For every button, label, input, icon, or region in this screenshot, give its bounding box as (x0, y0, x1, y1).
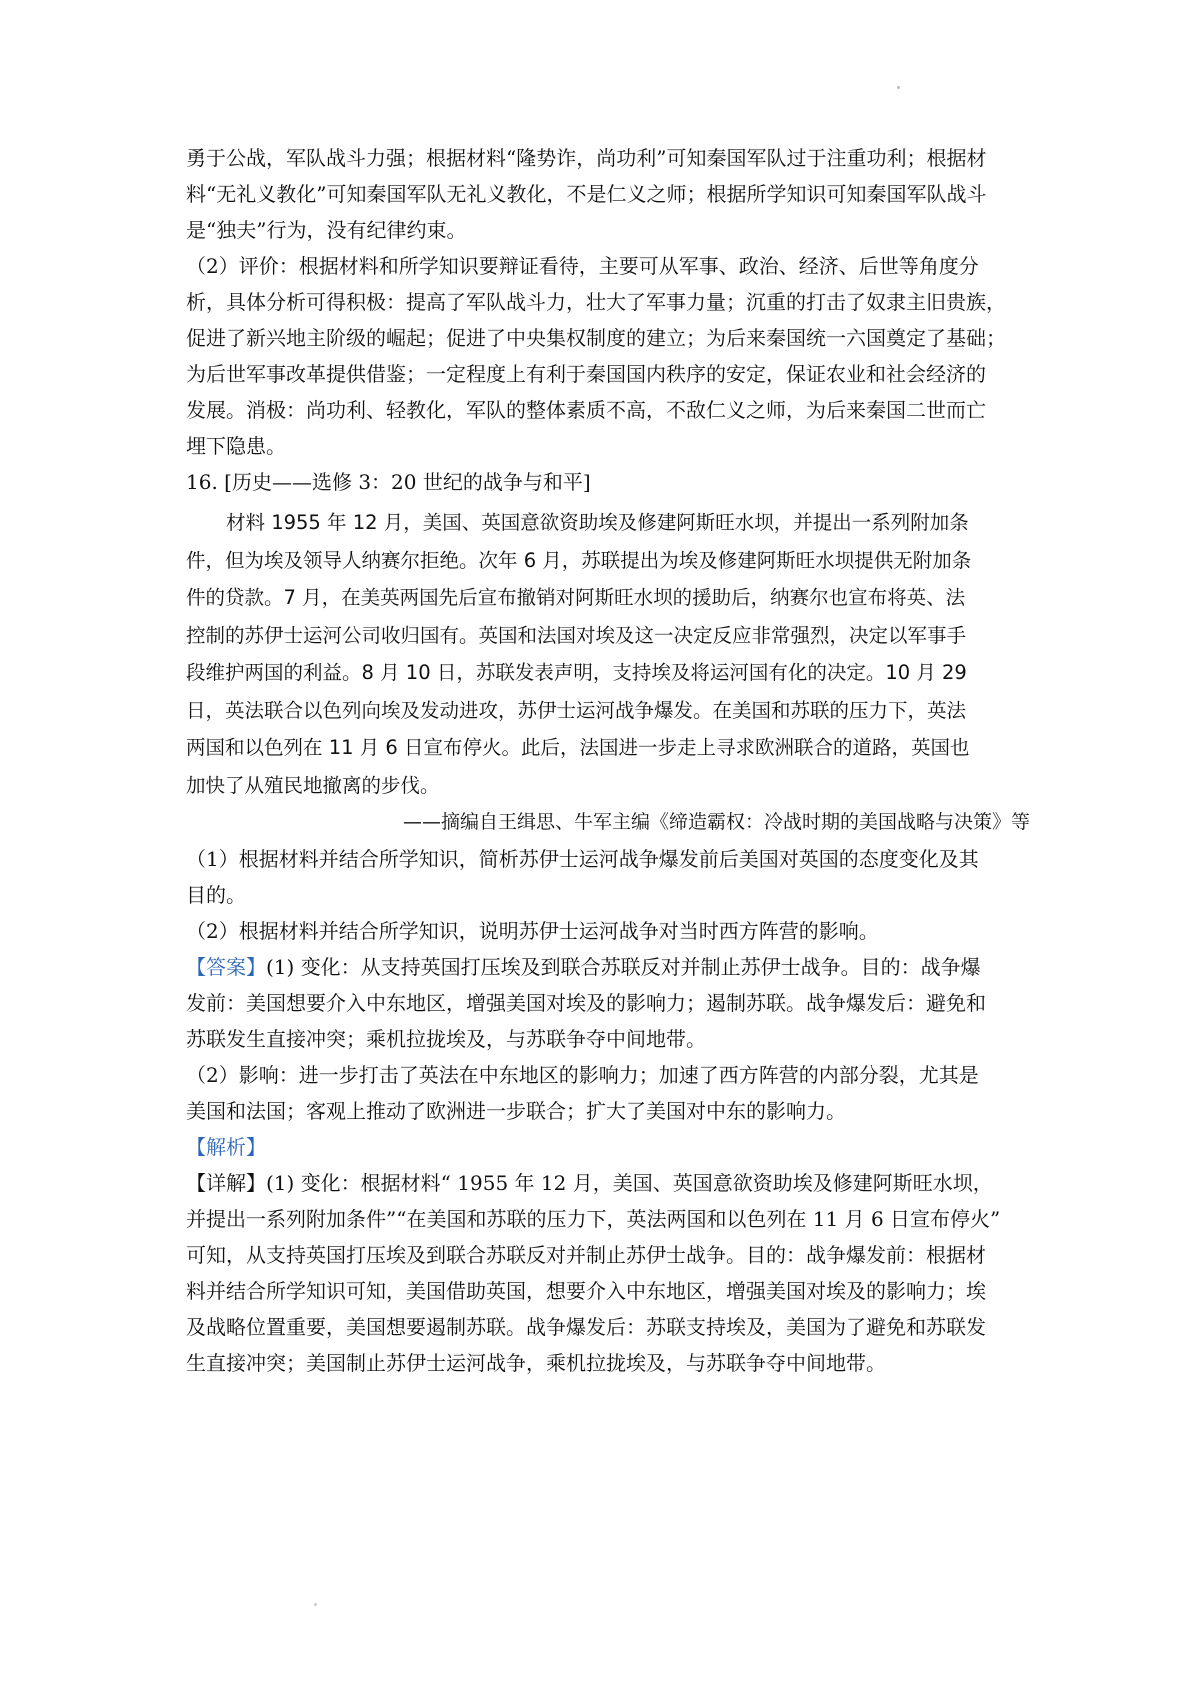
detail-text: (1) 变化：根据材料“ 1955 年 12 月，美国、英国意欲资助埃及修建阿斯旺水坝， (266, 1171, 993, 1195)
answer-block (186, 949, 1030, 1129)
material-line: 材料 1955 年 12 月，美国、英国意欲资助埃及修建阿斯旺水坝，并提出一系列附加条 (226, 511, 969, 534)
answer-tag: 【答案】 (186, 955, 266, 979)
material-line: 加快了从殖民地撤离的步伐。 (186, 773, 440, 797)
text-line: （2）评价：根据材料和所学知识要辩证看待，主要可从军事、政治、经济、后世等角度分 (186, 254, 979, 278)
question-line: （2）根据材料并结合所学知识，说明苏伊士运河战争对当时西方阵营的影响。 (186, 919, 879, 943)
questions-block (186, 841, 1030, 949)
detail-first-line (186, 1165, 1030, 1201)
text-line: 促进了新兴地主阶级的崛起；促进了中央集权制度的建立；为后来秦国统一六国奠定了基础； (186, 326, 1006, 350)
analysis-tag: 【解析】 (186, 1135, 266, 1159)
material-source: ——摘编自王缉思、牛军主编《缔造霸权：冷战时期的美国战略与决策》等 (402, 811, 1030, 833)
answer-line: （2）影响：进一步打击了英法在中东地区的影响力；加速了西方阵营的内部分裂，尤其是 (186, 1063, 979, 1087)
answer-line: 苏联发生直接冲突；乘机拉拢埃及，与苏联争夺中间地带。 (186, 1027, 706, 1051)
detail-line: 料并结合所学知识可知，美国借助英国，想要介入中东地区，增强美国对埃及的影响力；埃 (186, 1279, 986, 1303)
answer-line: 美国和法国；客观上推动了欧洲进一步联合；扩大了美国对中东的影响力。 (186, 1099, 846, 1123)
detail-line: 可知，从支持英国打压埃及到联合苏联反对并制止苏伊士战争。目的：战争爆发前：根据材 (186, 1243, 986, 1267)
question-heading: 16. [历史——选修 3：20 世纪的战争与和平] (186, 470, 591, 494)
material-line: 段维护两国的利益。8 月 10 日，苏联发表声明，支持埃及将运河国有化的决定。10 月 29 (186, 661, 967, 684)
detail-line: 生直接冲突；美国制止苏伊士运河战争，乘机拉拢埃及，与苏联争夺中间地带。 (186, 1351, 886, 1375)
material-block (186, 504, 1030, 841)
text-line: 料“无礼义教化”可知秦国军队无礼义教化，不是仁义之师；根据所学知识可知秦国军队战斗 (186, 182, 987, 206)
text-line: 为后世军事改革提供借鉴；一定程度上有利于秦国国内秩序的安定，保证农业和社会经济的 (186, 362, 986, 386)
document-body (186, 140, 1030, 1381)
detail-line: 及战略位置重要，美国想要遏制苏联。战争爆发后：苏联支持埃及，美国为了避免和苏联发 (186, 1315, 986, 1339)
scan-speck (897, 86, 900, 89)
text-line: 发展。消极：尚功利、轻教化，军队的整体素质不高，不敌仁义之师，为后来秦国二世而亡 (186, 398, 986, 422)
analysis-block (186, 1129, 1030, 1381)
scan-speck (314, 1603, 317, 1606)
analysis-heading (186, 1129, 1030, 1165)
question-line: 目的。 (186, 883, 246, 907)
answer-text: (1) 变化：从支持英国打压埃及到联合苏联反对并制止苏伊士战争。目的：战争爆 (266, 955, 981, 979)
material-line: 日，英法联合以色列向埃及发动进攻，苏伊士运河战争爆发。在美国和苏联的压力下，英法 (186, 698, 967, 722)
detail-tag: 【详解】 (186, 1171, 266, 1195)
previous-answer-section (186, 140, 1030, 500)
answer-first-line (186, 949, 1030, 985)
text-line: 是“独夫”行为，没有纪律约束。 (186, 218, 467, 242)
detail-line: 并提出一系列附加条件”“在美国和苏联的压力下，英法两国和以色列在 11 月 6 日宣布停火” (186, 1207, 1001, 1231)
text-line: 埋下隐患。 (186, 434, 286, 458)
text-line: 析，具体分析可得积极：提高了军队战斗力，壮大了军事力量；沉重的打击了奴隶主旧贵族， (186, 290, 1006, 314)
text-line: 勇于公战，军队战斗力强；根据材料“隆势诈，尚功利”可知秦国军队过于注重功利；根据材 (186, 146, 987, 170)
material-line: 控制的苏伊士运河公司收归国有。英国和法国对埃及这一决定反应非常强烈，决定以军事手 (186, 623, 967, 647)
material-line: 两国和以色列在 11 月 6 日宣布停火。此后，法国进一步走上寻求欧洲联合的道路，英国也 (186, 736, 970, 759)
question-line: （1）根据材料并结合所学知识，简析苏伊士运河战争爆发前后美国对英国的态度变化及其 (186, 847, 979, 871)
answer-line: 发前：美国想要介入中东地区，增强美国对埃及的影响力；遏制苏联。战争爆发后：避免和 (186, 991, 986, 1015)
material-line: 件的贷款。7 月，在美英两国先后宣布撤销对阿斯旺水坝的援助后，纳赛尔也宣布将英、法 (186, 586, 966, 609)
material-line: 件，但为埃及领导人纳赛尔拒绝。次年 6 月，苏联提出为埃及修建阿斯旺水坝提供无附加条 (186, 548, 972, 572)
